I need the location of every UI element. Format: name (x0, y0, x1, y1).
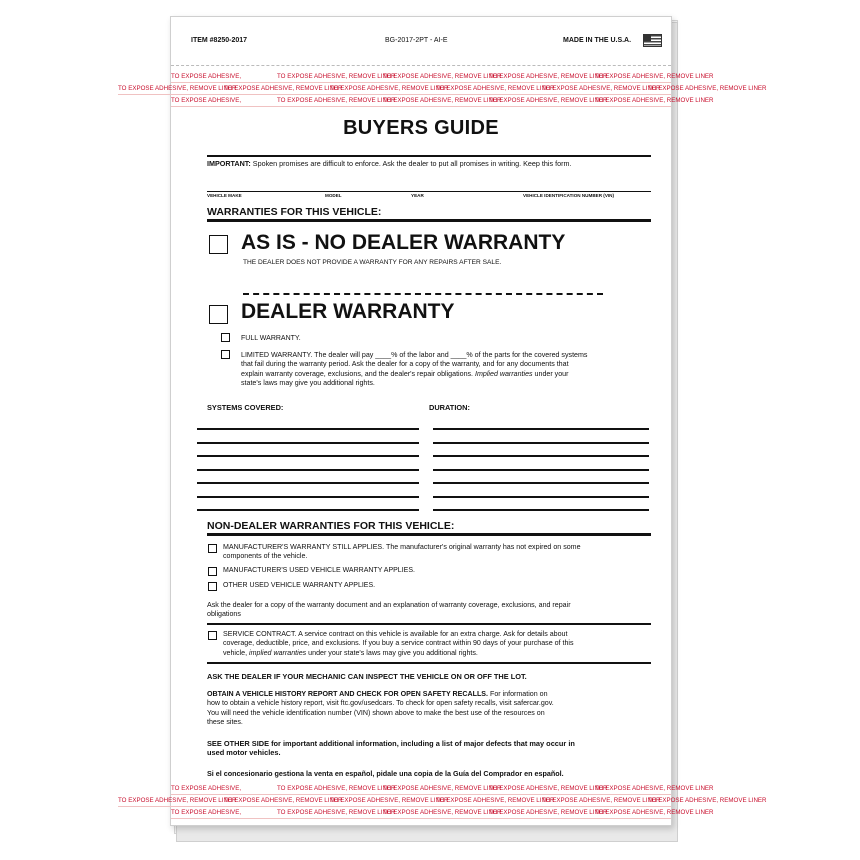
warranties-heading: WARRANTIES FOR THIS VEHICLE: (207, 206, 382, 218)
form-header (171, 17, 671, 65)
as-is-subtitle: THE DEALER DOES NOT PROVIDE A WARRANTY FOR ANY REPAIRS AFTER SALE. (243, 259, 502, 266)
divider (207, 533, 651, 536)
important-notice: IMPORTANT: Spoken promises are difficult to enforce. Ask the dealer to put all promises in writing. Keep this form. (207, 159, 572, 168)
vehicle-field-line[interactable] (207, 191, 651, 192)
liner-row: TO EXPOSE ADHESIVE, TO EXPOSE ADHESIVE, REMOVE LINERTO EXPOSE ADHESIVE, REMOVE LINERTO EXPOSE ADHESIVE, REMOVE LINERTO EXPOSE ADHESIVE, REMOVE LINER (171, 783, 671, 795)
spanish-notice: Si el concesionario gestiona la venta en español, pidale una copia de la Guía del Comprador en español. (207, 769, 564, 778)
made-in-label: MADE IN THE U.S.A. (563, 37, 632, 44)
mechanic-notice: ASK THE DEALER IF YOUR MECHANIC CAN INSPECT THE VEHICLE ON OR OFF THE LOT. (207, 672, 527, 681)
item-number: ITEM #8250-2017 (191, 37, 248, 44)
limited-warranty-text: LIMITED WARRANTY. The dealer will pay ____% of the labor and ____% of the parts for the covered systems that fail during the warranty period. Ask the dealer for a copy of the warranty, and for any documents that explain warranty coverage, exclusions, and the dealer's repair obligations. Implied warranties under your state's laws may give you additional rights. (241, 351, 588, 387)
duration-label: DURATION: (429, 403, 470, 412)
divider (207, 219, 651, 222)
perforation-line (171, 65, 671, 66)
mfr-used-label: MANUFACTURER'S USED VEHICLE WARRANTY APPLIES. (223, 567, 415, 574)
dashed-divider (243, 293, 603, 295)
non-dealer-heading: NON-DEALER WARRANTIES FOR THIS VEHICLE: (207, 520, 455, 532)
mfr-warranty-text: MANUFACTURER'S WARRANTY STILL APPLIES. The manufacturer's original warranty has not expired on some components of the vehicle. (223, 543, 581, 561)
as-is-checkbox[interactable] (209, 235, 228, 254)
full-warranty-label: FULL WARRANTY. (241, 335, 301, 342)
liner-row: TO EXPOSE ADHESIVE, TO EXPOSE ADHESIVE, REMOVE LINERTO EXPOSE ADHESIVE, REMOVE LINERTO EXPOSE ADHESIVE, REMOVE LINERTO EXPOSE ADHESIVE, REMOVE LINER (171, 95, 671, 107)
vin-label: VEHICLE IDENTIFICATION NUMBER (VIN) (523, 193, 615, 198)
vehicle-make-label: VEHICLE MAKE (207, 193, 242, 198)
service-contract-checkbox[interactable] (208, 631, 217, 640)
dealer-warranty-title: DEALER WARRANTY (241, 300, 455, 323)
liner-row: TO EXPOSE ADHESIVE, TO EXPOSE ADHESIVE, REMOVE LINERTO EXPOSE ADHESIVE, REMOVE LINERTO EXPOSE ADHESIVE, REMOVE LINERTO EXPOSE ADHESIVE, REMOVE LINER (171, 71, 671, 83)
page-title: BUYERS GUIDE (343, 117, 499, 139)
systems-covered-lines[interactable] (197, 428, 419, 523)
dealer-warranty-checkbox[interactable] (209, 305, 228, 324)
buyers-guide-form (118, 16, 767, 826)
ask-for-copy-text: Ask the dealer for a copy of the warranty document and an explanation of warranty coverage, exclusions, and repair obligations (207, 601, 571, 619)
adhesive-liner-top[interactable] (118, 71, 767, 107)
divider (207, 155, 651, 157)
systems-covered-label: SYSTEMS COVERED: (207, 403, 284, 412)
other-used-label: OTHER USED VEHICLE WARRANTY APPLIES. (223, 582, 376, 589)
as-is-title: AS IS - NO DEALER WARRANTY (241, 231, 566, 254)
mfr-warranty-checkbox[interactable] (208, 544, 217, 553)
service-contract-text: SERVICE CONTRACT. A service contract on this vehicle is available for an extra charge. Ask for details about coverage, deductible, price, and exclusions. If you buy a service contract within 90 days of your purchase of this vehicle, implied warranties under your state's laws may give you additional rights. (223, 630, 574, 657)
liner-row: TO EXPOSE ADHESIVE, TO EXPOSE ADHESIVE, REMOVE LINERTO EXPOSE ADHESIVE, REMOVE LINERTO EXPOSE ADHESIVE, REMOVE LINERTO EXPOSE ADHESIVE, REMOVE LINER (171, 807, 671, 819)
full-warranty-checkbox[interactable] (221, 333, 230, 342)
vehicle-history-text: OBTAIN A VEHICLE HISTORY REPORT AND CHECK FOR OPEN SAFETY RECALLS. For information on how to obtain a vehicle history report, visit ftc.gov/usedcars. To check for open safety recalls, visit safercar.gov. You will need the vehicle identification number (VIN) shown above to make the best use of the resources on these sites. (207, 690, 554, 726)
adhesive-liner-bottom[interactable] (118, 783, 767, 819)
form-code: BG-2017-2PT - AI-E (385, 37, 448, 44)
see-other-side-text: SEE OTHER SIDE for important additional information, including a list of major defects that may occur in used motor vehicles. (207, 739, 575, 758)
divider (207, 662, 651, 664)
duration-lines[interactable] (433, 428, 649, 523)
mfr-used-checkbox[interactable] (208, 567, 217, 576)
other-used-checkbox[interactable] (208, 582, 217, 591)
liner-row: TO EXPOSE ADHESIVE, REMOVE LINERTO EXPOSE ADHESIVE, REMOVE LINERTO EXPOSE ADHESIVE, REMOVE LINERTO EXPOSE ADHESIVE, REMOVE LINERTO EXPOSE ADHESIVE, REMOVE LINERTO EXPOSE ADHESIVE, REMOVE LINER (118, 795, 671, 807)
liner-row: TO EXPOSE ADHESIVE, REMOVE LINERTO EXPOSE ADHESIVE, REMOVE LINERTO EXPOSE ADHESIVE, REMOVE LINERTO EXPOSE ADHESIVE, REMOVE LINERTO EXPOSE ADHESIVE, REMOVE LINERTO EXPOSE ADHESIVE, REMOVE LINER (118, 83, 671, 95)
limited-warranty-checkbox[interactable] (221, 350, 230, 359)
year-label: YEAR (411, 193, 424, 198)
divider (207, 623, 651, 625)
model-label: MODEL (325, 193, 342, 198)
us-flag-icon (643, 34, 662, 47)
